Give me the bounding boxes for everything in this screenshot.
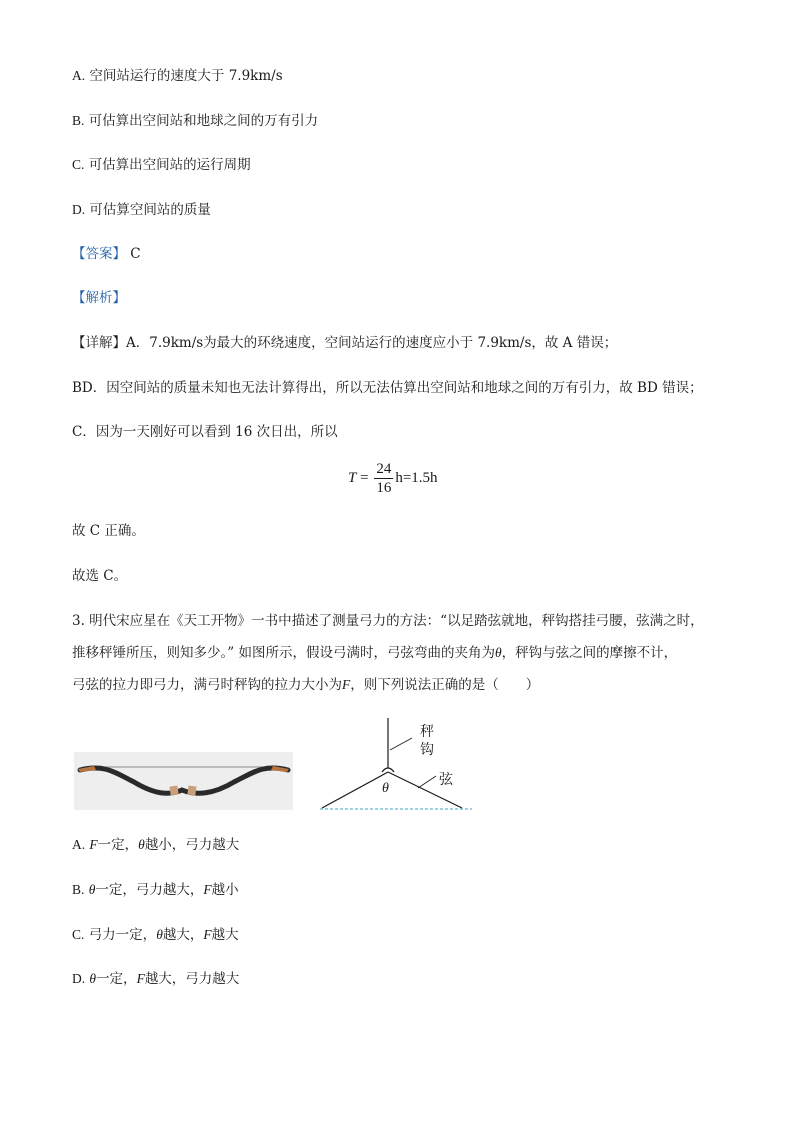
bow-limb <box>80 768 288 793</box>
detail-line-4: 故 C 正确。 <box>72 523 145 539</box>
bow-grip-wrap <box>187 785 196 795</box>
option-text: 一定， <box>97 837 139 853</box>
q2-option-d <box>72 200 211 220</box>
var-symbol: F <box>203 927 212 942</box>
theta-symbol: θ <box>494 645 502 660</box>
q3-option-c <box>72 925 239 945</box>
option-text: 可估算出空间站和地球之间的万有引力 <box>88 113 319 129</box>
option-letter: C. <box>72 927 85 942</box>
var-symbol: F <box>89 837 98 852</box>
formula-rhs: h=1.5h <box>395 469 438 486</box>
option-letter: D. <box>72 971 86 986</box>
q3-option-a <box>72 835 239 855</box>
answer-value: C <box>130 246 141 262</box>
detail-line-2: BD．因空间站的质量未知也无法计算得出，所以无法估算出空间站和地球之间的万有引力，故 BD 错误； <box>72 380 703 396</box>
string-label-leader <box>418 776 436 788</box>
option-text: 越大 <box>211 927 239 943</box>
bow-drawing <box>74 752 293 810</box>
q2-option-b <box>72 111 318 131</box>
option-letter: D. <box>72 202 86 217</box>
formula-fraction <box>374 460 393 497</box>
q3-option-b <box>72 880 239 900</box>
option-text: 可估算空间站的质量 <box>89 202 211 218</box>
option-text: 越小 <box>211 882 239 898</box>
stem-text: ，秤钩与弦之间的摩擦不计， <box>501 645 678 661</box>
analysis-tag: 【解析】 <box>72 290 126 306</box>
option-text: 一定，弓力越大， <box>95 882 204 898</box>
option-letter: A. <box>72 68 86 83</box>
option-letter: A. <box>72 837 86 852</box>
q3-option-d <box>72 969 239 989</box>
detail-text-1: A．7.9km/s为最大的环绕速度，空间站运行的速度应小于 7.9km/s，故 A 错误； <box>126 335 618 351</box>
bow-grip-wrap <box>169 785 178 795</box>
period-formula <box>348 460 438 497</box>
hook-label-leader <box>390 738 412 750</box>
answer-line <box>72 244 141 264</box>
stem-text: 弓弦的拉力即弓力，满弓时秤钩的拉力大小为 <box>72 677 342 693</box>
option-text: 可估算出空间站的运行周期 <box>88 157 251 173</box>
option-text: 越小，弓力越大 <box>144 837 240 853</box>
option-letter: B. <box>72 882 85 897</box>
hook-label-2: 钩 <box>420 742 434 758</box>
hook-icon <box>382 768 394 772</box>
option-text: 弓力一定， <box>88 927 157 943</box>
var-symbol: θ <box>89 971 97 986</box>
string-label: 弦 <box>439 772 453 788</box>
var-symbol: F <box>203 882 212 897</box>
formula-eq: = <box>360 469 369 486</box>
var-symbol: θ <box>138 837 145 852</box>
option-letter: C. <box>72 157 85 172</box>
option-text: 一定， <box>96 971 137 987</box>
detail-line-1 <box>72 333 617 353</box>
force-symbol: F <box>342 677 351 692</box>
formula-numerator: 24 <box>376 461 392 477</box>
var-symbol: θ <box>156 927 163 942</box>
detail-tag: 【详解】 <box>72 335 126 351</box>
q3-stem-line-3 <box>72 675 539 695</box>
q3-stem-line-1: 3. 明代宋应星在《天工开物》一书中描述了测量弓力的方法：“以足踏弦就地，秤钩搭挂弓腰，弦满之时， <box>72 613 704 629</box>
bow-photo <box>74 752 293 810</box>
stem-text: ，则下列说法正确的是（ ） <box>350 677 540 693</box>
stem-text: 推移秤锤所压，则知多少。” 如图所示，假设弓满时，弓弦弯曲的夹角为 <box>72 645 495 661</box>
var-symbol: F <box>136 971 145 986</box>
angle-label: θ <box>382 781 389 796</box>
detail-line-3: C．因为一天刚好可以看到 16 次日出，所以 <box>72 424 338 440</box>
force-diagram <box>312 714 482 816</box>
q2-option-a <box>72 66 283 86</box>
formula-lhs: T <box>348 469 357 486</box>
q2-option-c <box>72 155 251 175</box>
diagram-svg <box>312 714 482 816</box>
detail-line-5: 故选 C。 <box>72 568 128 584</box>
string-left <box>322 772 388 808</box>
option-text: 越大，弓力越大 <box>144 971 240 987</box>
answer-tag: 【答案】 <box>72 246 126 262</box>
var-symbol: θ <box>88 882 96 897</box>
option-text: 越大， <box>162 927 204 943</box>
option-text: 空间站运行的速度大于 7.9km/s <box>89 68 283 84</box>
hook-label-1: 秤 <box>420 724 434 740</box>
formula-denominator: 16 <box>376 480 392 496</box>
q3-stem-line-2 <box>72 643 677 663</box>
option-letter: B. <box>72 113 85 128</box>
